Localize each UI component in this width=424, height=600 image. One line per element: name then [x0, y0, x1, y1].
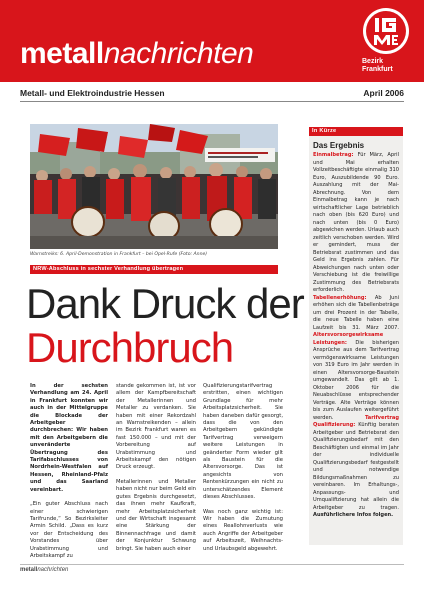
article-kicker: NRW-Abschluss in sechster Verhandlung übertragen	[30, 265, 278, 274]
publication-title	[20, 38, 253, 70]
article-col2-paragraph-2: Metallerinnen und Metaller haben nicht nur beim Geld ein gutes Ergebnis durchgesetzt, das ihnen mehr Kaufkraft, mehr Arbeitsplatzsicherheit und der Wirtschaft insgesamt eine Stärkung der Binnennachfrage und damit der Konjunktur Schwung bringt. Sie haben auch einer	[116, 478, 196, 552]
photo-caption: Warnstreiks: 6. April-Demonstration in Frankfurt – bei Opel-Rufe (Foto: Anne)	[30, 252, 208, 257]
article-column-1	[30, 383, 108, 567]
region-label	[362, 58, 393, 74]
footer-divider	[20, 564, 404, 565]
region-line-1: Bezirk	[362, 58, 384, 65]
title-part-metall: metall	[20, 37, 104, 70]
summary-sidebar	[309, 127, 403, 545]
footer-brand-metall: metall	[20, 567, 38, 573]
issue-date: April 2006	[363, 88, 404, 98]
sidebar-text-qualifizierung: Künftig beraten Arbeitgeber und Betriebsrat den Qualifizierungsbedarf mit den Beschäftigten und einmal im Jahr der individuelle Qualifizierungsbedarf festgestellt und notwendige Bildungsmaßnahmen zu vereinbaren. Im Erhaltungs-, Anpassungs- und Umqualifizierung hat allein die Arbeitgeber zu tragen.	[313, 422, 399, 511]
article-lead: In der sechsten Verhandlung am 24. April in Frankfurt konnten wir auch in der Mittelgruppe die Blockade der Arbeitgeber durchbrechen: Wir haben mit den Arbeitgebern die unveränderte Übertragung des Tarifabschlusses von Nordrhein-Westfalen auf Hessen, Rheinland-Pfalz und das Saarland vereinbart.	[30, 383, 108, 493]
sidebar-label-qualifizierung: Tarifvertrag Qualifizierung:	[313, 414, 399, 428]
masthead	[0, 0, 424, 82]
sidebar-text-einmalbetrag: Für März, April und Mai erhalten Vollzeitbeschäftigte einmalig 310 Euro, Auszubildende 90 Euro. Auszahlung mit der Mai-Abrechnung. Von dem Einmalbetrag kann je nach wirtschaftlicher Lage betrieblich nach oben (bis 620 Euro) und nach unten (bis 0 Euro) abgewichen werden. Urlaub auch zeitlich verschoben werden. Wird er gemindert, muss der Betriebsrat zustimmen und das Geld ins Ergebnis zahlen. Für Abweichungen nach unten oder Verschiebung ist die freiwillige Zustimmung des Betriebsrats erforderlich.	[313, 152, 399, 293]
footer-brand	[20, 567, 68, 573]
article-col1-paragraph: „Ein guter Abschluss nach einer schwierigen Tarifrunde,“ So Bezirksleiter Armin Schild. „Dass es kurz vor der Entscheidung des Vorstandes über Urabstimmung und Arbeitskampf zu	[30, 501, 108, 559]
sidebar-label-einmalbetrag: Einmalbetrag:	[313, 152, 358, 158]
header-divider	[20, 101, 404, 102]
headline-line-2: Durchbruch	[26, 324, 234, 371]
region-line-2: Frankfurt	[362, 66, 393, 73]
article-column-2	[116, 383, 196, 560]
demonstration-photo	[30, 124, 278, 249]
sidebar-title: Das Ergebnis	[313, 141, 365, 150]
sidebar-text-altersvorsorge: Die bisherigen Ansprüche aus dem Tarifvertrag vermögenswirksame Leistungen von 319 Euro im Jahr werden in einen Altersvorsorge-Baustein umgewandelt. Das gilt ab 1. Oktober 2006 für die Neuabschlüsse entsprechender Verträge. Alte Verträge können bis zum Auslaufen weitergeführt werden.	[313, 339, 399, 421]
ig-metall-logo-icon	[362, 7, 410, 55]
title-part-nachrichten: nachrichten	[103, 37, 254, 70]
sidebar-label-altersvorsorge: Altersvorsorgewirksame Leistungen:	[313, 332, 384, 346]
sidebar-label-tabelle: Tabellenerhöhung:	[313, 294, 375, 301]
footer-brand-nachrichten: nachrichten	[37, 567, 69, 573]
sidebar-more-info: Ausführlichere Infos folgen.	[313, 512, 394, 518]
sidebar-text-tabelle: Ab Juni erhöhen sich die Tabellenbeträge um drei Prozent in der Tabelle, die neue Tabelle haben eine Laufzeit bis 31. März 2007.	[313, 294, 400, 331]
article-col3-paragraph-1: Qualifizierungstarifvertrag erstritten, einen wichtigen Grundlage für mehr Arbeitsplatzsicherheit. Sie haben daneben dafür gesorgt, dass die von den Arbeitgebern gekündigte Tarifvertrag verweigern weitere Leistungen in geänderter Form wieder gilt als Baustein für die Altersvorsorge. Das ist angesichts von Rentenkürzungen ein nicht zu unterschätzendes Element dieses Abschlusses.	[203, 383, 283, 501]
article-column-3	[203, 383, 283, 560]
headline-line-1: Dank Druck der	[26, 280, 304, 327]
sidebar-body	[309, 152, 403, 520]
sidebar-kicker: In Kürze	[309, 127, 403, 136]
article-col3-paragraph-2: Was noch ganz wichtig ist: Wir haben die Zumutung eines Reallohnverlusts wie auch Angriffe der Arbeitgeber auf Arbeitszeit, Weihnachts- und Urlaubsgeld abgewehrt.	[203, 508, 283, 552]
industry-subtitle: Metall- und Elektroindustrie Hessen	[20, 88, 165, 98]
article-col2-paragraph-1: stande gekommen ist, ist vor allem der Kampfbereitschaft der Metallerinnen und Metaller zu verdanken. Sie haben mit einer Rekordzahl an Warnstreikenden – allein im Bezirk Frankfurt waren es fast 150.000 – und mit der Vorbereitung auf Urabstimmung und Arbeitskampf den nötigen Druck erzeugt.	[116, 383, 196, 471]
